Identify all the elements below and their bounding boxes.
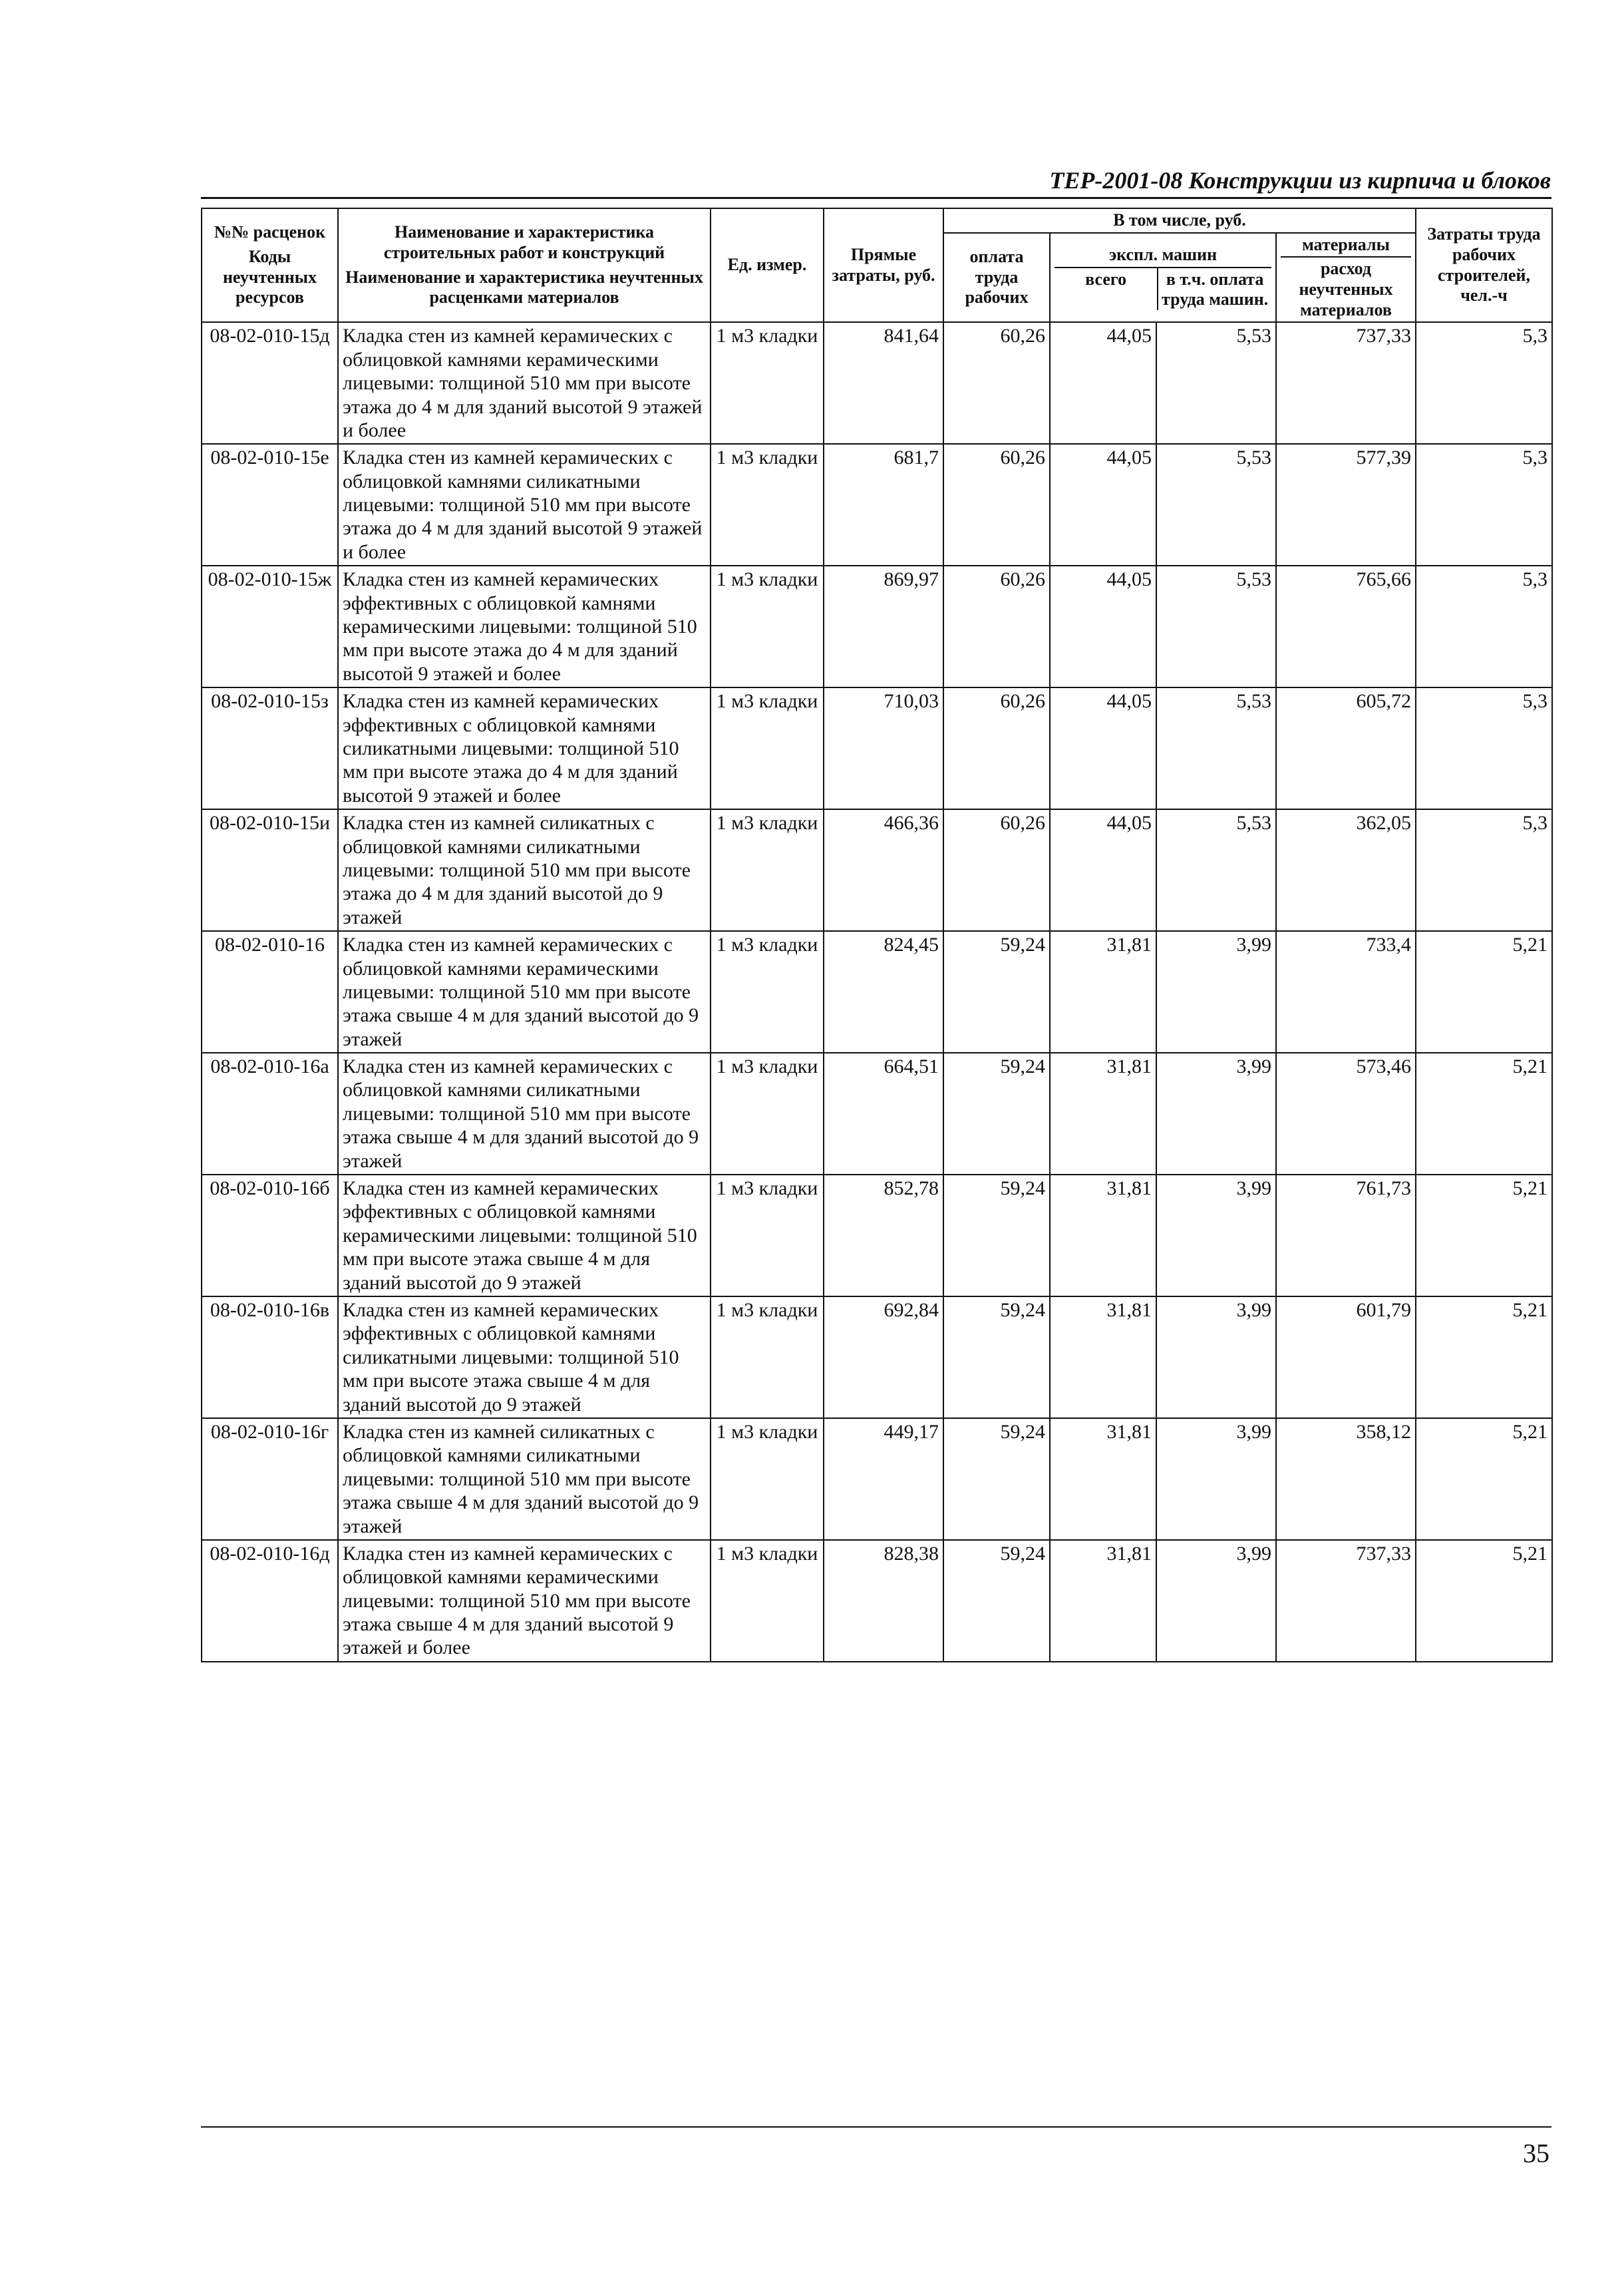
row-materials: 733,4 xyxy=(1276,931,1416,1053)
row-unit: 1 м3 кладки xyxy=(711,1175,824,1296)
col-incl-header: В том числе, руб. xyxy=(943,208,1416,233)
row-materials: 765,66 xyxy=(1276,566,1416,687)
row-wage: 60,26 xyxy=(943,566,1050,687)
row-machines-total: 31,81 xyxy=(1050,931,1156,1053)
row-unit: 1 м3 кладки xyxy=(711,1540,824,1662)
row-labor: 5,21 xyxy=(1416,1540,1552,1662)
row-unit: 1 м3 кладки xyxy=(711,444,824,566)
table-header xyxy=(202,208,1552,322)
table-row xyxy=(202,566,1552,687)
row-labor: 5,3 xyxy=(1416,809,1552,931)
row-direct: 466,36 xyxy=(824,809,943,931)
row-machines-total: 44,05 xyxy=(1050,566,1156,687)
row-labor: 5,21 xyxy=(1416,1053,1552,1175)
col-labor-header: Затраты труда рабочих строителей, чел.-ч xyxy=(1416,208,1552,322)
row-machines-total: 31,81 xyxy=(1050,1540,1156,1662)
row-wage: 60,26 xyxy=(943,687,1050,809)
row-code: 08-02-010-16г xyxy=(202,1418,338,1540)
row-code: 08-02-010-15з xyxy=(202,687,338,809)
col-unit-header: Ед. измер. xyxy=(711,208,824,322)
row-labor: 5,3 xyxy=(1416,444,1552,566)
row-unit: 1 м3 кладки xyxy=(711,1053,824,1175)
row-name: Кладка стен из камней силикатных с облицовкой камнями силикатными лицевыми: толщиной 510 мм при высоте этажа свыше 4 м для зданий высотой до 9 этажей xyxy=(338,1418,711,1540)
col-name-header: Наименование и характеристика строительных работ и конструкций Наименование и характеристика неучтенных расценками материалов xyxy=(338,208,711,322)
row-materials: 362,05 xyxy=(1276,809,1416,931)
col-machines-wage: в т.ч. оплата труда машин. xyxy=(1162,269,1269,309)
row-name: Кладка стен из камней керамических с облицовкой камнями силикатными лицевыми: толщиной 510 мм при высоте этажа до 4 м для зданий высотой 9 этажей и более xyxy=(338,444,711,566)
row-direct: 692,84 xyxy=(824,1296,943,1418)
table-row xyxy=(202,687,1552,809)
row-machines-total: 44,05 xyxy=(1050,809,1156,931)
row-name: Кладка стен из камней керамических с облицовкой камнями силикатными лицевыми: толщиной 510 мм при высоте этажа свыше 4 м для зданий высотой до 9 этажей xyxy=(338,1053,711,1175)
row-materials: 761,73 xyxy=(1276,1175,1416,1296)
col-code-sub: Коды неучтенных ресурсов xyxy=(222,247,317,307)
row-unit: 1 м3 кладки xyxy=(711,809,824,931)
col-code-header: №№ расценок Коды неучтенных ресурсов xyxy=(202,208,338,322)
row-materials: 737,33 xyxy=(1276,322,1416,444)
table-row xyxy=(202,1175,1552,1296)
row-materials: 573,46 xyxy=(1276,1053,1416,1175)
row-name: Кладка стен из камней керамических эффективных с облицовкой камнями силикатными лицевыми: толщиной 510 мм при высоте этажа свыше 4 м для зданий высотой до 9 этажей xyxy=(338,1296,711,1418)
row-machines-wage: 3,99 xyxy=(1156,931,1276,1053)
row-labor: 5,21 xyxy=(1416,931,1552,1053)
row-machines-wage: 5,53 xyxy=(1156,809,1276,931)
row-direct: 681,7 xyxy=(824,444,943,566)
row-materials: 358,12 xyxy=(1276,1418,1416,1540)
row-machines-wage: 5,53 xyxy=(1156,566,1276,687)
row-wage: 59,24 xyxy=(943,1296,1050,1418)
row-wage: 59,24 xyxy=(943,1175,1050,1296)
row-wage: 59,24 xyxy=(943,931,1050,1053)
page-number: 35 xyxy=(1523,2138,1549,2168)
col-materials-sub: расход неучтенных материалов xyxy=(1299,259,1393,319)
row-materials: 601,79 xyxy=(1276,1296,1416,1418)
page-header-title: ТЕР-2001-08 Конструкции из кирпича и блоков xyxy=(1049,167,1551,194)
row-code: 08-02-010-16 xyxy=(202,931,338,1053)
footer-rule xyxy=(201,2126,1551,2128)
row-code: 08-02-010-15е xyxy=(202,444,338,566)
row-materials: 605,72 xyxy=(1276,687,1416,809)
row-direct: 841,64 xyxy=(824,322,943,444)
row-code: 08-02-010-16б xyxy=(202,1175,338,1296)
row-code: 08-02-010-15д xyxy=(202,322,338,444)
row-name: Кладка стен из камней керамических с облицовкой камнями керамическими лицевыми: толщиной 510 мм при высоте этажа до 4 м для зданий высотой 9 этажей и более xyxy=(338,322,711,444)
table-row xyxy=(202,1418,1552,1540)
col-wage-header: оплата труда рабочих xyxy=(943,233,1050,323)
col-direct-header: Прямые затраты, руб. xyxy=(824,208,943,322)
row-labor: 5,3 xyxy=(1416,566,1552,687)
row-machines-wage: 5,53 xyxy=(1156,322,1276,444)
row-machines-wage: 5,53 xyxy=(1156,687,1276,809)
row-machines-total: 31,81 xyxy=(1050,1175,1156,1296)
row-code: 08-02-010-16в xyxy=(202,1296,338,1418)
row-name: Кладка стен из камней керамических эффективных с облицовкой камнями керамическими лицевыми: толщиной 510 мм при высоте этажа свыше 4 м для зданий высотой до 9 этажей xyxy=(338,1175,711,1296)
row-unit: 1 м3 кладки xyxy=(711,687,824,809)
row-materials: 577,39 xyxy=(1276,444,1416,566)
table-row xyxy=(202,444,1552,566)
row-direct: 664,51 xyxy=(824,1053,943,1175)
header-rule xyxy=(201,197,1551,199)
row-labor: 5,21 xyxy=(1416,1296,1552,1418)
col-materials-header: материалы расход неучтенных материалов xyxy=(1276,233,1416,323)
table-row xyxy=(202,809,1552,931)
col-machines-header: экспл. машин всего в т.ч. оплата труда машин. xyxy=(1050,233,1276,323)
row-labor: 5,21 xyxy=(1416,1175,1552,1296)
table-body xyxy=(202,322,1552,1661)
row-labor: 5,3 xyxy=(1416,687,1552,809)
row-direct: 828,38 xyxy=(824,1540,943,1662)
row-labor: 5,3 xyxy=(1416,322,1552,444)
row-machines-wage: 3,99 xyxy=(1156,1296,1276,1418)
row-labor: 5,21 xyxy=(1416,1418,1552,1540)
row-name: Кладка стен из камней керамических эффективных с облицовкой камнями силикатными лицевыми: толщиной 510 мм при высоте этажа до 4 м для зданий высотой 9 этажей и более xyxy=(338,687,711,809)
row-wage: 59,24 xyxy=(943,1418,1050,1540)
row-wage: 59,24 xyxy=(943,1053,1050,1175)
col-machines-total: всего xyxy=(1055,268,1158,310)
row-machines-wage: 3,99 xyxy=(1156,1418,1276,1540)
rates-table xyxy=(201,208,1553,1662)
row-wage: 60,26 xyxy=(943,809,1050,931)
table-row xyxy=(202,1053,1552,1175)
row-unit: 1 м3 кладки xyxy=(711,1418,824,1540)
row-code: 08-02-010-15ж xyxy=(202,566,338,687)
row-name: Кладка стен из камней керамических с облицовкой камнями керамическими лицевыми: толщиной 510 мм при высоте этажа свыше 4 м для зданий высотой 9 этажей и более xyxy=(338,1540,711,1662)
row-machines-total: 31,81 xyxy=(1050,1053,1156,1175)
row-machines-total: 44,05 xyxy=(1050,444,1156,566)
row-machines-total: 44,05 xyxy=(1050,322,1156,444)
row-direct: 852,78 xyxy=(824,1175,943,1296)
table-row xyxy=(202,931,1552,1053)
row-unit: 1 м3 кладки xyxy=(711,322,824,444)
row-direct: 710,03 xyxy=(824,687,943,809)
row-machines-total: 44,05 xyxy=(1050,687,1156,809)
row-unit: 1 м3 кладки xyxy=(711,1296,824,1418)
row-direct: 869,97 xyxy=(824,566,943,687)
row-unit: 1 м3 кладки xyxy=(711,931,824,1053)
row-wage: 60,26 xyxy=(943,444,1050,566)
row-materials: 737,33 xyxy=(1276,1540,1416,1662)
row-machines-wage: 3,99 xyxy=(1156,1053,1276,1175)
row-unit: 1 м3 кладки xyxy=(711,566,824,687)
row-machines-total: 31,81 xyxy=(1050,1418,1156,1540)
row-machines-wage: 5,53 xyxy=(1156,444,1276,566)
row-wage: 60,26 xyxy=(943,322,1050,444)
row-code: 08-02-010-16а xyxy=(202,1053,338,1175)
row-name: Кладка стен из камней силикатных с облицовкой камнями силикатными лицевыми: толщиной 510 мм при высоте этажа до 4 м для зданий высотой до 9 этажей xyxy=(338,809,711,931)
row-name: Кладка стен из камней керамических эффективных с облицовкой камнями керамическими лицевыми: толщиной 510 мм при высоте этажа до 4 м для зданий высотой 9 этажей и более xyxy=(338,566,711,687)
row-wage: 59,24 xyxy=(943,1540,1050,1662)
row-code: 08-02-010-16д xyxy=(202,1540,338,1662)
table-row xyxy=(202,322,1552,444)
col-name-sub: Наименование и характеристика неучтенных расценками материалов xyxy=(345,267,703,307)
row-code: 08-02-010-15и xyxy=(202,809,338,931)
row-name: Кладка стен из камней керамических с облицовкой камнями керамическими лицевыми: толщиной 510 мм при высоте этажа свыше 4 м для зданий высотой до 9 этажей xyxy=(338,931,711,1053)
row-machines-total: 31,81 xyxy=(1050,1296,1156,1418)
table-row xyxy=(202,1540,1552,1662)
table-row xyxy=(202,1296,1552,1418)
row-direct: 449,17 xyxy=(824,1418,943,1540)
row-machines-wage: 3,99 xyxy=(1156,1175,1276,1296)
row-direct: 824,45 xyxy=(824,931,943,1053)
row-machines-wage: 3,99 xyxy=(1156,1540,1276,1662)
